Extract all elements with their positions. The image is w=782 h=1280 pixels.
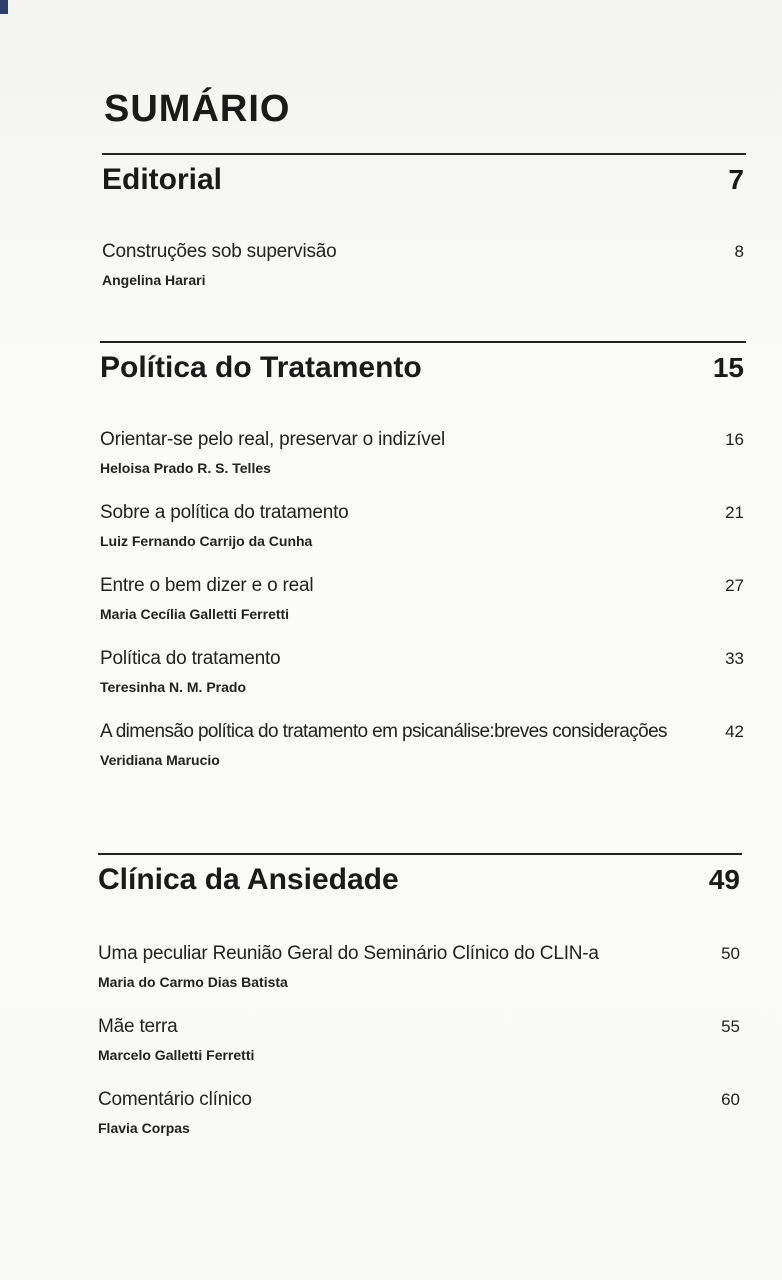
entry-author: Teresinha N. M. Prado <box>100 679 246 695</box>
section-page-number: 15 <box>712 352 744 383</box>
entry-line <box>98 1089 742 1111</box>
entry-page-number: 42 <box>725 722 744 741</box>
entry-title: A dimensão política do tratamento em psicanálise:breves considerações <box>100 721 667 742</box>
page-title: SUMÁRIO <box>104 88 291 130</box>
entry-line <box>100 575 746 597</box>
section-editorial <box>102 153 746 314</box>
toc-entry[interactable] <box>100 721 746 768</box>
section-title: Clínica da Ansiedade <box>98 863 399 896</box>
toc-entry[interactable] <box>98 943 742 990</box>
section-divider <box>100 341 746 343</box>
section-header <box>100 351 746 385</box>
entry-line <box>102 241 746 263</box>
entry-page-number: 16 <box>725 430 744 449</box>
entry-title: Política do tratamento <box>100 648 281 669</box>
entry-title: Sobre a política do tratamento <box>100 502 349 523</box>
toc-entry[interactable] <box>100 648 746 695</box>
entry-author: Maria Cecília Galletti Ferretti <box>100 606 290 622</box>
entry-page-number: 8 <box>734 242 744 261</box>
entry-list <box>98 943 742 1136</box>
entry-page-number: 50 <box>721 944 740 963</box>
entry-author: Angelina Harari <box>102 272 206 288</box>
entry-title: Uma peculiar Reunião Geral do Seminário Clínico do CLIN-a <box>98 943 599 964</box>
section-header <box>102 163 746 197</box>
entry-line <box>100 502 746 524</box>
entry-author: Veridiana Marucio <box>100 752 220 768</box>
entry-page-number: 27 <box>725 576 744 595</box>
entry-line <box>100 648 746 670</box>
entry-list <box>102 241 746 288</box>
entry-page-number: 21 <box>725 503 744 522</box>
entry-line <box>100 721 746 743</box>
section-page-number: 49 <box>708 864 740 895</box>
entry-author: Flavia Corpas <box>98 1120 190 1136</box>
section-title: Política do Tratamento <box>100 351 422 384</box>
entry-page-number: 33 <box>725 649 744 668</box>
entry-title: Entre o bem dizer e o real <box>100 575 314 596</box>
entry-title: Comentário clínico <box>98 1089 252 1110</box>
entry-line <box>100 429 746 451</box>
toc-entry[interactable] <box>102 241 746 288</box>
toc-entry[interactable] <box>100 429 746 476</box>
entry-line <box>98 1016 742 1038</box>
entry-author: Maria do Carmo Dias Batista <box>98 974 288 990</box>
toc-entry[interactable] <box>100 502 746 549</box>
entry-page-number: 55 <box>721 1017 740 1036</box>
entry-page-number: 60 <box>721 1090 740 1109</box>
entry-author: Heloisa Prado R. S. Telles <box>100 460 271 476</box>
entry-line <box>98 943 742 965</box>
entry-title: Construções sob supervisão <box>102 241 337 262</box>
section-clinica-da-ansiedade <box>98 853 742 1162</box>
entry-list <box>100 429 746 768</box>
entry-author: Marcelo Galletti Ferretti <box>98 1047 255 1063</box>
section-header <box>98 863 742 897</box>
entry-title: Orientar-se pelo real, preservar o indizível <box>100 429 445 450</box>
section-divider <box>102 153 746 155</box>
corner-mark <box>0 0 8 14</box>
toc-entry[interactable] <box>98 1089 742 1136</box>
entry-author: Luiz Fernando Carrijo da Cunha <box>100 533 313 549</box>
toc-entry[interactable] <box>100 575 746 622</box>
section-politica-do-tratamento <box>100 341 746 794</box>
entry-title: Mãe terra <box>98 1016 178 1037</box>
section-title: Editorial <box>102 163 223 196</box>
section-divider <box>98 853 742 855</box>
toc-entry[interactable] <box>98 1016 742 1063</box>
section-page-number: 7 <box>728 164 744 195</box>
